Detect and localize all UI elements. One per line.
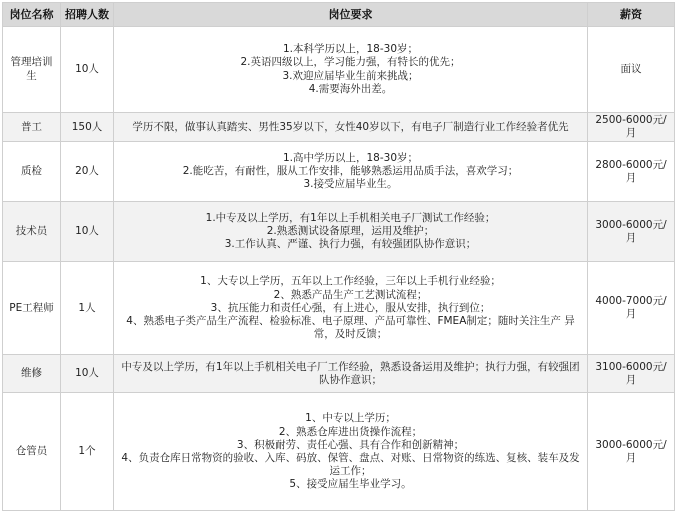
requirement-line: 3.工作认真、严谨、执行力强，有较强团队协作意识； [224, 238, 477, 251]
requirement-line: 1、大专以上学历，五年以上工作经验，三年以上手机行业经验； [200, 275, 501, 288]
count-cell: 150人 [61, 113, 114, 142]
salary-cell: 2800-6000元/月 [588, 142, 675, 202]
count-cell: 1人 [61, 262, 114, 355]
requirement-line: 3、积极耐劳、责任心强、具有合作和创新精神； [236, 438, 465, 451]
requirements-cell [114, 202, 588, 262]
count-cell: 10人 [61, 355, 114, 393]
header-salary: 薪资 [588, 3, 675, 27]
count-cell: 1个 [61, 393, 114, 511]
position-cell: 普工 [3, 113, 61, 142]
table-header-row [3, 3, 675, 27]
table-row [3, 262, 675, 355]
requirement-line: 4、熟悉电子类产品生产流程、检验标准、电子原理、产品可靠性、FMEA制定；随时关注生产 异常，及时反馈； [126, 314, 575, 340]
requirement-line: 1.本科学历以上，18-30岁； [282, 43, 419, 56]
requirement-line: 1.中专及以上学历，有1年以上手机相关电子厂测试工作经验； [205, 212, 496, 225]
table-row [3, 27, 675, 113]
count-cell: 10人 [61, 27, 114, 113]
header-requirements: 岗位要求 [114, 3, 588, 27]
salary-cell: 2500-6000元/月 [588, 113, 675, 142]
table-row [3, 393, 675, 511]
position-cell: 仓管员 [3, 393, 61, 511]
requirements-cell [114, 355, 588, 393]
requirements-cell [114, 393, 588, 511]
salary-cell: 3100-6000元/月 [588, 355, 675, 393]
header-position: 岗位名称 [3, 3, 61, 27]
position-cell: 维修 [3, 355, 61, 393]
requirement-line: 2.能吃苦，有耐性，服从工作安排，能够熟悉运用品质手法，喜欢学习； [182, 165, 519, 178]
salary-cell: 面议 [588, 27, 675, 113]
requirements-cell [114, 113, 588, 142]
requirement-line: 4、负责仓库日常物资的验收、入库、码放、保管、盘点、对账、日常物资的练选、复核、装车及发运工作； [121, 451, 580, 477]
table-row [3, 113, 675, 142]
requirement-line: 3、抗压能力和责任心强，有上进心，服从安排，执行到位； [210, 301, 491, 314]
requirement-line: 1.高中学历以上，18-30岁； [282, 152, 419, 165]
requirement-line: 1、中专以上学历； [305, 412, 396, 425]
requirements-cell [114, 27, 588, 113]
requirement-line: 3.接受应届毕业生。 [303, 178, 398, 191]
requirement-line: 3.欢迎应届毕业生前来挑战； [282, 69, 419, 82]
position-cell: 质检 [3, 142, 61, 202]
count-cell: 20人 [61, 142, 114, 202]
table-row [3, 355, 675, 393]
requirement-line: 学历不限，做事认真踏实、男性35岁以下，女性40岁以下，有电子厂制造行业工作经验者优先 [132, 120, 569, 133]
requirement-line: 2.英语四级以上，学习能力强，有特长的优先； [240, 56, 461, 69]
salary-cell: 4000-7000元/月 [588, 262, 675, 355]
table-row [3, 142, 675, 202]
requirement-line: 5、接受应届生毕业学习。 [289, 478, 412, 490]
count-cell: 10人 [61, 202, 114, 262]
salary-cell: 3000-6000元/月 [588, 393, 675, 511]
job-table [2, 2, 675, 511]
position-cell: 技术员 [3, 202, 61, 262]
requirement-line: 2.熟悉测试设备原理，运用及维护； [266, 225, 435, 238]
requirements-cell [114, 142, 588, 202]
header-count: 招聘人数 [61, 3, 114, 27]
position-cell: PE工程师 [3, 262, 61, 355]
requirement-line: 4.需要海外出差。 [308, 82, 393, 95]
salary-cell: 3000-6000元/月 [588, 202, 675, 262]
position-cell: 管理培训生 [3, 27, 61, 113]
requirement-line: 2、熟悉产品生产工艺测试流程； [273, 288, 428, 301]
requirements-cell [114, 262, 588, 355]
table-row [3, 202, 675, 262]
requirement-line: 中专及以上学历，有1年以上手机相关电子厂工作经验，熟悉设备运用及维护；执行力强，有较强团队协作意识； [121, 360, 580, 386]
requirement-line: 2、熟悉仓库进出货操作流程； [278, 425, 423, 438]
